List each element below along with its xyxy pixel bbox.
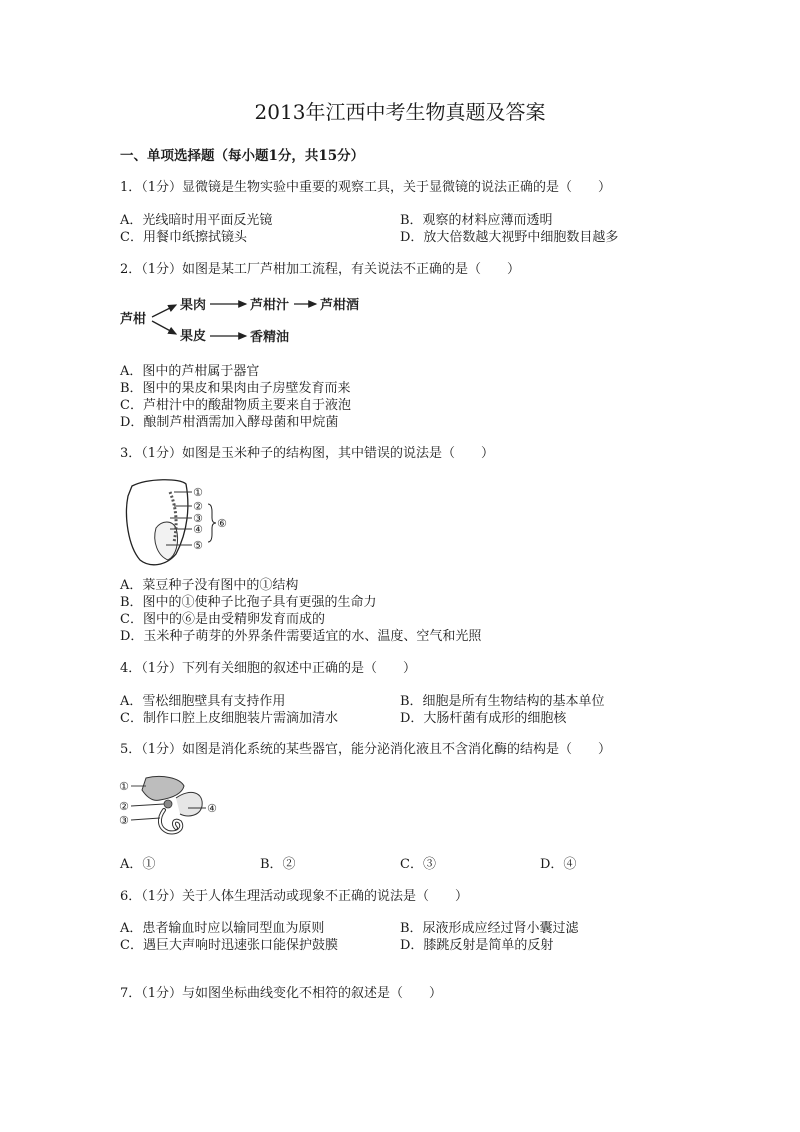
question-6-stem: 6．（1分）关于人体生理活动或现象不正确的说法是（ ）	[120, 889, 469, 904]
question-5-option-a: A．①	[120, 857, 156, 872]
digestive-system-diagram	[118, 772, 228, 838]
seed-label-3: ③	[193, 512, 203, 525]
question-3-option-c: C．图中的⑥是由受精卵发育而成的	[120, 612, 325, 627]
diagram-wine-label: 芦柑酒	[320, 298, 360, 313]
diagram-pulp-label: 果肉	[180, 298, 207, 313]
question-2-option-b: B．图中的果皮和果肉由子房壁发育而来	[120, 381, 351, 396]
diagram-peel-label: 果皮	[180, 329, 207, 344]
seed-label-2: ②	[193, 500, 203, 513]
organ-label-1: ①	[119, 780, 129, 793]
citrus-process-diagram	[118, 292, 378, 352]
organ-label-4: ④	[207, 802, 217, 815]
corn-seed-diagram	[118, 476, 238, 570]
organ-label-2: ②	[119, 800, 129, 813]
seed-label-4: ④	[193, 523, 203, 536]
question-4-option-b: B．细胞是所有生物结构的基本单位	[400, 694, 605, 709]
diagram-oil-label: 香精油	[250, 330, 290, 345]
question-3-option-d: D．玉米种子萌芽的外界条件需要适宜的水、温度、空气和光照	[120, 629, 482, 644]
question-2-option-c: C．芦柑汁中的酸甜物质主要来自于液泡	[120, 398, 351, 413]
question-5-option-b: B．②	[260, 857, 296, 872]
organ-label-3: ③	[119, 814, 129, 827]
question-1-option-a: A．光线暗时用平面反光镜	[120, 213, 273, 228]
diagram-juice-label: 芦柑汁	[250, 298, 290, 313]
question-4-stem: 4．（1分）下列有关细胞的叙述中正确的是（ ）	[120, 661, 417, 676]
question-6-option-a: A．患者输血时应以输同型血为原则	[120, 921, 325, 936]
question-1-stem: 1．（1分）显微镜是生物实验中重要的观察工具，关于显微镜的说法正确的是（ ）	[120, 180, 612, 195]
seed-label-6: ⑥	[217, 517, 227, 530]
question-1-option-d: D．放大倍数越大视野中细胞数目越多	[400, 230, 619, 245]
section-heading: 一、单项选择题（每小题1分，共15分）	[120, 148, 365, 164]
question-5-option-c: C．③	[400, 857, 436, 872]
question-6-option-c: C．遇巨大声响时迅速张口能保护鼓膜	[120, 938, 338, 953]
question-2-option-d: D．酿制芦柑酒需加入酵母菌和甲烷菌	[120, 415, 339, 430]
question-6-option-d: D．膝跳反射是简单的反射	[400, 938, 554, 953]
question-1-option-b: B．观察的材料应薄而透明	[400, 213, 553, 228]
question-5-stem: 5．（1分）如图是消化系统的某些器官，能分泌消化液且不含消化酶的结构是（ ）	[120, 742, 612, 757]
question-2-stem: 2．（1分）如图是某工厂芦柑加工流程，有关说法不正确的是（ ）	[120, 262, 521, 277]
question-2-option-a: A．图中的芦柑属于器官	[120, 364, 260, 379]
question-5-option-d: D．④	[540, 857, 577, 872]
seed-label-5: ⑤	[193, 539, 203, 552]
question-3-stem: 3．（1分）如图是玉米种子的结构图，其中错误的说法是（ ）	[120, 446, 495, 461]
question-4-option-c: C．制作口腔上皮细胞装片需滴加清水	[120, 711, 338, 726]
question-6-option-b: B．尿液形成应经过肾小囊过滤	[400, 921, 579, 936]
page-title: 2013年江西中考生物真题及答案	[254, 100, 546, 124]
question-4-option-a: A．雪松细胞壁具有支持作用	[120, 694, 286, 709]
question-1-option-c: C．用餐巾纸擦拭镜头	[120, 230, 247, 245]
question-7-stem: 7．（1分）与如图坐标曲线变化不相符的叙述是（ ）	[120, 986, 443, 1001]
question-3-option-a: A．菜豆种子没有图中的①结构	[120, 578, 299, 593]
question-4-option-d: D．大肠杆菌有成形的细胞核	[400, 711, 567, 726]
question-3-option-b: B．图中的①使种子比孢子具有更强的生命力	[120, 595, 377, 610]
seed-label-1: ①	[193, 486, 203, 499]
diagram-source-label: 芦柑	[120, 312, 147, 327]
